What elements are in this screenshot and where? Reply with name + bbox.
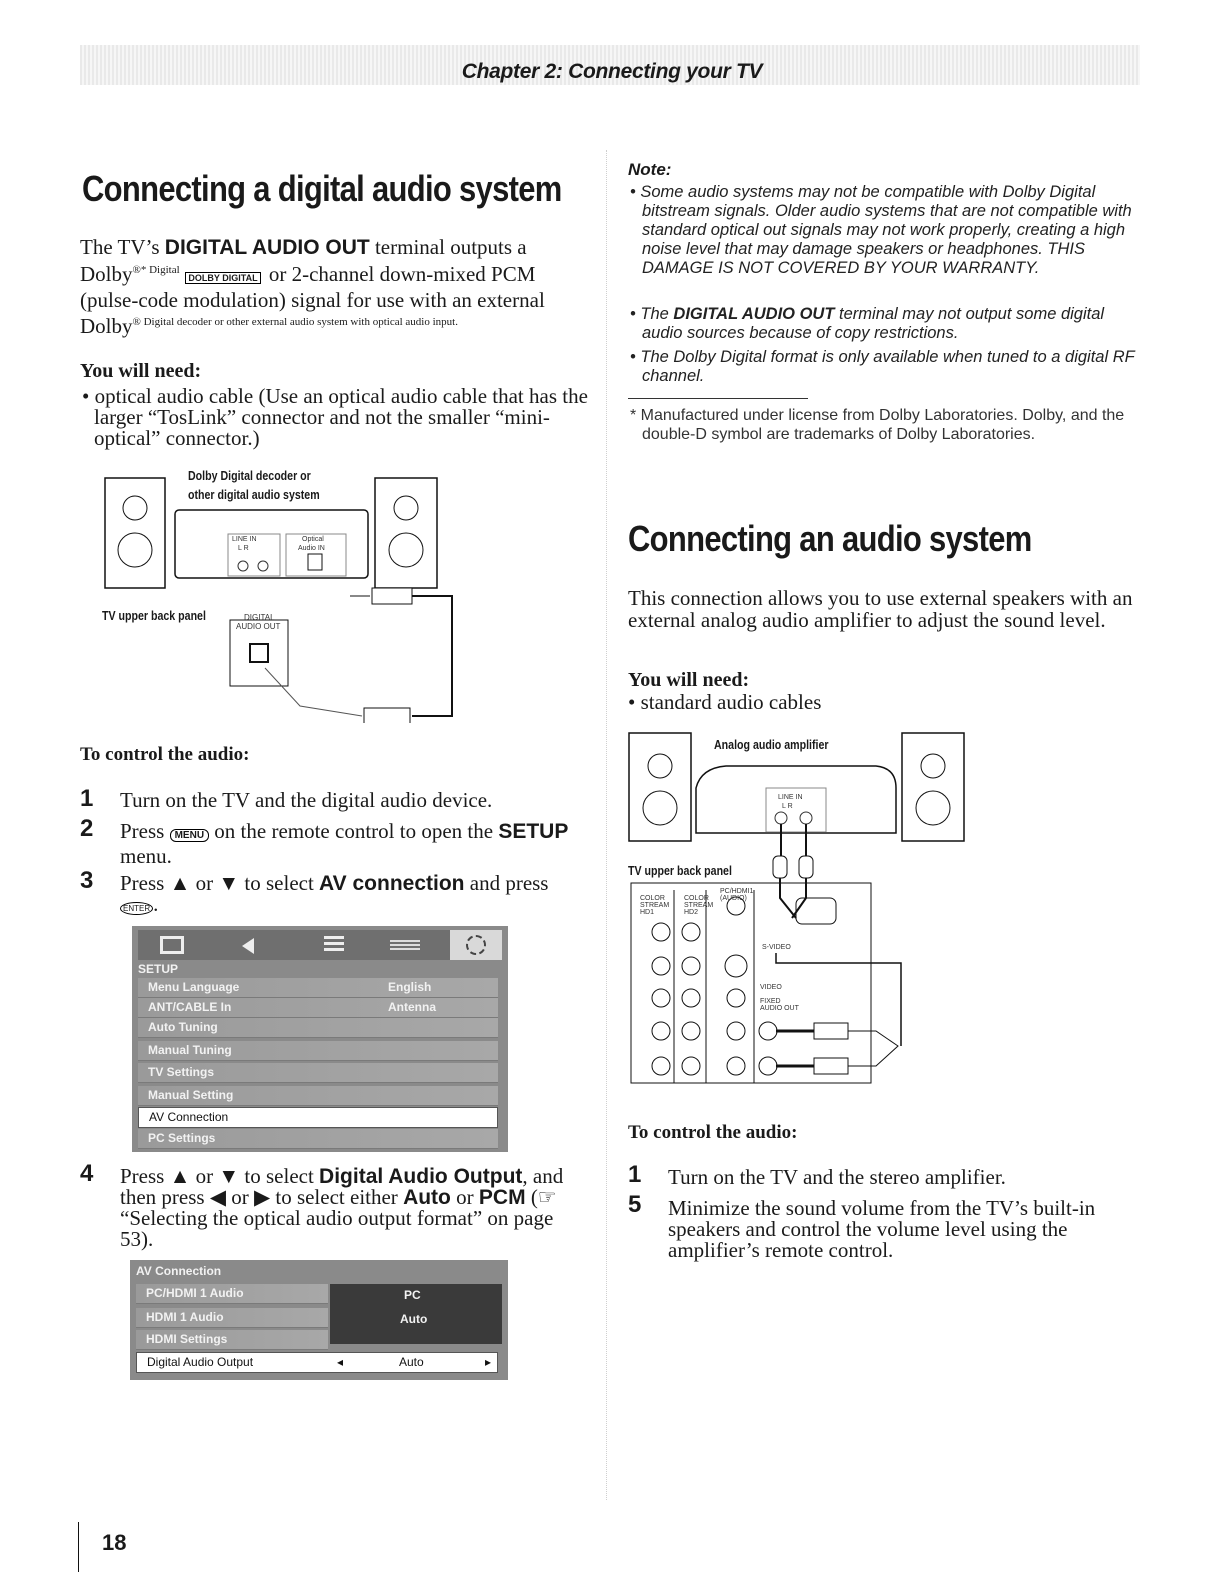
av-row-hdmi1-audio[interactable]: HDMI 1 Audio — [136, 1308, 328, 1328]
sound-icon — [242, 938, 254, 954]
tv-upper-back-panel-label-2: TV upper back panel — [628, 864, 732, 878]
right-step-1-number: 1 — [628, 1161, 642, 1188]
right-step-5-text: Minimize the sound volume from the TV’s built-in speakers and control the volume level using the amplifier’s remote control. — [668, 1196, 1096, 1262]
color-stream-hd2: COLOR STREAM HD2 — [684, 895, 714, 916]
dolby-digital-logo: DOLBY DIGITAL — [185, 272, 260, 284]
note-3: • The Dolby Digital format is only available when tuned to a digital RF channel. — [630, 348, 1135, 385]
page-number: 18 — [102, 1530, 127, 1555]
setup-menu-title: SETUP — [138, 962, 179, 976]
control-heading-left: To control the audio: — [80, 744, 250, 765]
note-1: • Some audio systems may not be compatible with Dolby Digital bitstream signals. Older audio systems that are not compatible with standard optical out signals may not work properly, creating a high noise level that may damage speakers or headphones. THIS DAMAGE IS NOT COVERED BY YOUR WARRANTY. — [630, 183, 1132, 277]
av-row-pc-hdmi[interactable]: PC/HDMI 1 Audio — [136, 1284, 328, 1304]
component-jacks — [652, 897, 836, 1075]
page-number-rule — [78, 1522, 79, 1572]
gear-icon — [466, 935, 486, 955]
menu-row-manual-tuning[interactable]: Manual Tuning — [138, 1041, 498, 1061]
pc-hdmi-audio: PC/HDMI1 (AUDIO) — [720, 888, 754, 902]
right-speaker-tweeter — [394, 496, 418, 520]
right-step-1-text: Turn on the TV and the stereo amplifier. — [668, 1165, 1006, 1189]
step-1-text: Turn on the TV and the digital audio device. — [120, 788, 493, 812]
note-2: • The DIGITAL AUDIO OUT terminal may not output some digital audio sources because of copy restrictions. — [630, 305, 1105, 342]
right-step-5-number: 5 — [628, 1191, 642, 1218]
menu-icon-bar — [138, 930, 502, 960]
tv-upper-back-panel-label: TV upper back panel — [102, 609, 206, 623]
step-2-text: Press MENU on the remote control to open the SETUP menu. — [120, 819, 569, 868]
amp-line-in-label: LINE IN — [778, 794, 803, 801]
left-speaker-tweeter — [123, 496, 147, 520]
lr-label: L R — [238, 545, 249, 552]
analog-connection-diagram — [626, 728, 976, 1088]
need-item-left: • optical audio cable (Use an optical audio cable that has the larger “TosLink” connector and not the smaller “mini-optical” connector.) — [82, 384, 588, 450]
need-heading-left: You will need: — [80, 360, 202, 382]
left-speaker-woofer — [118, 533, 152, 567]
av-row-pc-hdmi-value: PC — [404, 1288, 421, 1302]
digital-intro: The TV’s DIGITAL AUDIO OUT terminal outputs a Dolby$^{®* Digital}$ DOLBY DIGITAL or 2-channel down-mixed PCM (pulse-code modulation) signal for use with an external Dolby$^{® Digital decoder or other external audio system with optical audio input.}$ — [80, 235, 545, 338]
optical-label-2: Audio IN — [298, 545, 325, 552]
video-label: VIDEO — [760, 984, 782, 991]
column-divider — [606, 150, 607, 1500]
picture-icon — [160, 936, 184, 954]
footnote-rule — [628, 398, 808, 399]
preferences-icon — [324, 936, 344, 954]
step-3-number: 3 — [80, 867, 94, 894]
s-video-label: S-VIDEO — [762, 944, 791, 951]
step-4-text: Press ▲ or ▼ to select Digital Audio Output, and then press ◀ or ▶ to select either Auto or PCM (☞ “Selecting the optical audio output format” on page 53). — [120, 1164, 564, 1251]
right-speaker-woofer — [389, 533, 423, 567]
control-heading-right: To control the audio: — [628, 1122, 798, 1143]
optical-plug-bottom — [364, 708, 410, 723]
menu-row-auto-tuning[interactable]: Auto Tuning — [138, 1018, 498, 1038]
setup-tab — [450, 930, 502, 960]
menu-row-manual-setting[interactable]: Manual Setting — [138, 1086, 498, 1106]
footnote: * Manufactured under license from Dolby Laboratories. Dolby, and the double-D symbol are trademarks of Dolby Laboratories. — [630, 407, 1125, 443]
section-title-digital: Connecting a digital audio system — [82, 168, 562, 209]
menu-row-ant-cable[interactable]: ANT/CABLE In Antenna — [138, 998, 498, 1018]
amplifier-label: Analog audio amplifier — [714, 738, 829, 752]
av-row-digital-audio-output[interactable]: Digital Audio Output ◂ Auto ▸ — [136, 1352, 498, 1373]
menu-row-tv-settings[interactable]: TV Settings — [138, 1063, 498, 1083]
menu-row-av-connection[interactable]: AV Connection — [138, 1107, 498, 1128]
enter-button-icon: ENTER — [120, 902, 153, 915]
step-2-number: 2 — [80, 815, 94, 842]
decoder-label-1: Dolby Digital decoder or — [188, 469, 311, 483]
audio-decoder-box — [175, 510, 368, 578]
note-heading: Note: — [628, 160, 672, 179]
chapter-title: Chapter 2: Connecting your TV — [461, 60, 763, 83]
av-row-hdmi-settings[interactable]: HDMI Settings — [136, 1330, 328, 1350]
menu-button-icon: MENU — [170, 829, 209, 842]
optical-cable — [412, 596, 452, 716]
locks-icon — [390, 940, 420, 950]
menu-row-pc-settings[interactable]: PC Settings — [138, 1129, 498, 1149]
setup-menu-screenshot — [132, 926, 508, 1152]
fixed-audio-out-label: FIXED AUDIO OUT — [760, 998, 799, 1012]
audio-out-label: AUDIO OUT — [236, 622, 281, 631]
menu-row-language[interactable]: Menu Language English — [138, 978, 498, 998]
optical-connection-diagram — [100, 468, 470, 723]
line-in-label: LINE IN — [232, 536, 257, 543]
step-4-number: 4 — [80, 1160, 94, 1187]
av-row-hdmi1-audio-value: Auto — [400, 1312, 428, 1326]
section-title-analog: Connecting an audio system — [628, 518, 1032, 559]
step-3-text: Press ▲ or ▼ to select AV connection and press ENTER . — [120, 871, 549, 916]
amp-lr-label: L R — [782, 803, 793, 810]
av-connection-menu-screenshot — [130, 1260, 508, 1380]
optical-label-1: Optical — [302, 536, 324, 543]
need-item-right: • standard audio cables — [628, 690, 822, 714]
color-stream-hd1: COLOR STREAM HD1 — [640, 895, 670, 916]
digital-label: DIGITAL — [244, 613, 275, 622]
decoder-label-2: other digital audio system — [188, 488, 320, 502]
optical-plug-top — [372, 588, 412, 604]
step-1-number: 1 — [80, 785, 94, 812]
right-arrow-icon[interactable]: ▸ — [484, 1355, 491, 1369]
left-arrow-icon[interactable]: ◂ — [337, 1355, 344, 1369]
need-heading-right: You will need: — [628, 669, 750, 691]
analog-intro: This connection allows you to use external speakers with an external analog audio amplifier to adjust the sound level. — [628, 586, 1133, 632]
av-menu-title: AV Connection — [136, 1264, 222, 1278]
